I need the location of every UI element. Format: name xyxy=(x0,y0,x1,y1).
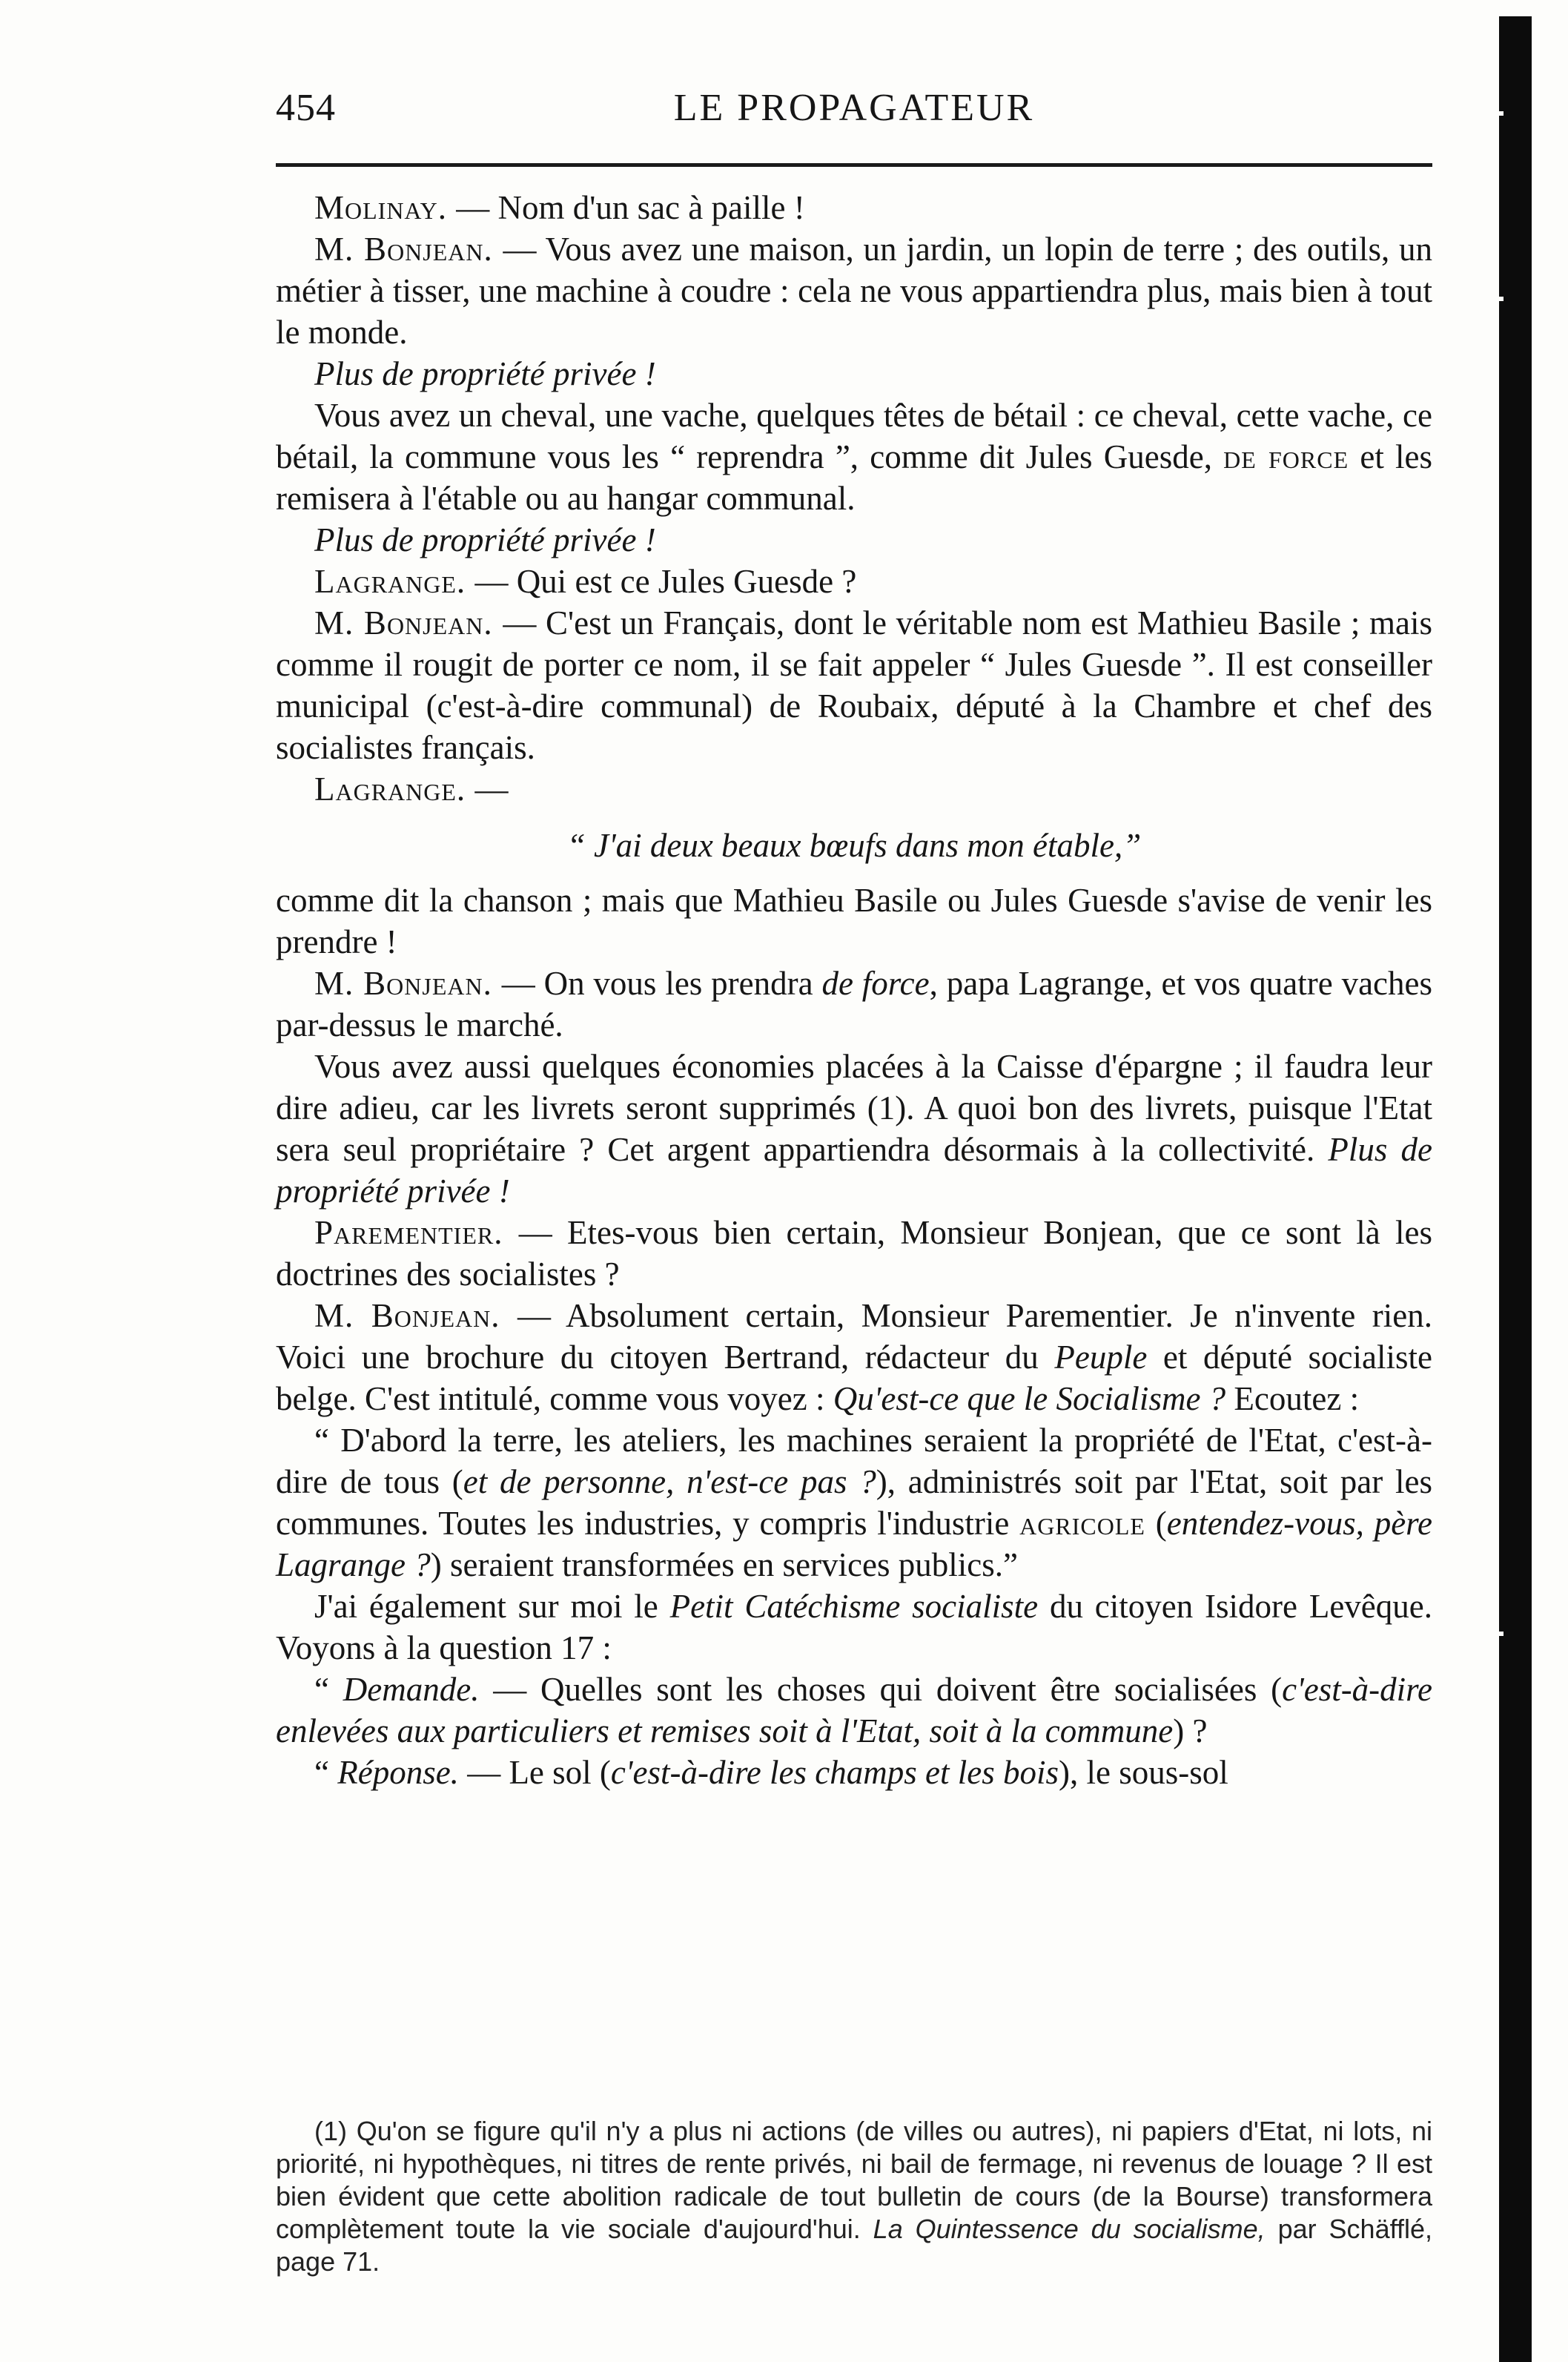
running-head: LE PROPAGATEUR xyxy=(673,87,1035,129)
text-run: — On vous les prendra xyxy=(501,965,822,1002)
italic-text: c'est-à-dire les champs et les bois xyxy=(610,1754,1059,1791)
italic-text: de force xyxy=(821,965,930,1002)
speaker-name: M. Bonjean. xyxy=(314,1297,517,1334)
text-run: “ J'ai deux beaux bœufs dans mon étable,” xyxy=(566,827,1142,864)
italic-text: Demande. xyxy=(343,1671,480,1708)
text-run: “ xyxy=(314,1754,338,1791)
small-caps-text: agricole xyxy=(1019,1505,1145,1542)
paragraph xyxy=(276,602,1432,768)
small-caps-text: de force xyxy=(1223,438,1349,475)
text-run: “ xyxy=(314,1671,343,1708)
text-run: Vous avez aussi quelques économies placées à la Caisse d'épargne ; il faudra leur dire adieu, car les livrets seront supprimés (1). A quoi bon des livrets, puisque l'Etat sera seul propriétaire ? Cet argent appartiendra désormais à la collectivité. xyxy=(276,1048,1432,1168)
italic-text: Plus de propriété privée ! xyxy=(314,355,656,392)
text-run: par Schäfflé, page 71. xyxy=(276,2214,1432,2277)
text-run: ( xyxy=(1145,1505,1167,1542)
italic-text: Réponse. xyxy=(337,1754,459,1791)
speaker-name: M. Bonjean. xyxy=(314,965,502,1002)
italic-text: Petit Catéchisme socialiste xyxy=(669,1588,1039,1625)
text-run: et les remisera à l'étable ou au hangar communal. xyxy=(276,438,1433,517)
paragraph xyxy=(276,228,1432,353)
paragraph xyxy=(276,1669,1432,1752)
text-run: “ D'abord la terre, les ateliers, les machines seraient la propriété de l'Etat, c'est-à-dire de tous ( xyxy=(276,1422,1432,1500)
paragraph xyxy=(276,880,1432,963)
page-number: 454 xyxy=(276,87,336,129)
text-run: comme dit la chanson ; mais que Mathieu Basile ou Jules Guesde s'avise de venir les prendre ! xyxy=(276,882,1432,960)
binding-edge-mark xyxy=(1495,297,1504,301)
speaker-name: M. Bonjean. xyxy=(314,604,503,641)
text-run: du citoyen Isidore Levêque. Voyons à la question 17 : xyxy=(276,1588,1432,1666)
italic-text: Plus de propriété privée ! xyxy=(276,1131,1432,1210)
italic-text: Peuple xyxy=(1054,1339,1148,1376)
paragraph xyxy=(276,561,1432,602)
paragraph xyxy=(276,963,1432,1046)
text-run: , papa Lagrange, et vos quatre vaches par-dessus le marché. xyxy=(276,965,1433,1043)
text-run: J'ai également sur moi le xyxy=(314,1588,670,1625)
speaker-name: Molinay. xyxy=(314,189,457,226)
italic-text: c'est-à-dire enlevées aux particuliers et remises soit à l'Etat, soit à la commune xyxy=(276,1671,1432,1749)
italic-text: entendez-vous, père Lagrange ? xyxy=(276,1505,1432,1583)
text-run: ), le sous-sol xyxy=(1058,1754,1228,1791)
paragraph xyxy=(276,1046,1432,1212)
paragraph xyxy=(276,1586,1432,1669)
paragraph xyxy=(276,1419,1432,1586)
text-run: — Le sol ( xyxy=(458,1754,611,1791)
italic-text: Qu'est-ce que le Socialisme ? xyxy=(833,1380,1226,1417)
paragraph xyxy=(276,768,1432,810)
binding-edge-mark xyxy=(1495,111,1504,116)
italic-text: et de personne, n'est-ce pas ? xyxy=(463,1463,876,1500)
binding-edge-mark xyxy=(1495,1632,1504,1636)
text-run: Vous avez un cheval, une vache, quelques têtes de bétail : ce cheval, cette vache, ce bétail, la commune vous les “ reprendra ”, comme dit Jules Guesde, xyxy=(276,397,1432,475)
paragraph xyxy=(276,1295,1432,1419)
text-run: — Nom d'un sac à paille ! xyxy=(456,189,805,226)
text-run: — Absolument certain, Monsieur Parementier. Je n'invente rien. Voici une brochure du citoyen Bertrand, rédacteur du xyxy=(276,1297,1433,1376)
text-run: et député socialiste belge. C'est intitulé, comme vous voyez : xyxy=(276,1339,1432,1417)
footnote xyxy=(276,2115,1432,2278)
text-run: ) seraient transformées en services publics.” xyxy=(430,1546,1018,1583)
text-run: Ecoutez : xyxy=(1225,1380,1360,1417)
speaker-name: Parementier. xyxy=(314,1214,519,1251)
paragraph xyxy=(276,519,1432,561)
text-run: — Quelles sont les choses qui doivent être socialisées ( xyxy=(479,1671,1283,1708)
text-run: ) ? xyxy=(1173,1712,1208,1749)
speaker-name: Lagrange. xyxy=(314,771,475,808)
paragraph xyxy=(276,1212,1432,1295)
speaker-name: Lagrange. xyxy=(314,563,475,600)
header-rule xyxy=(276,163,1432,167)
text-run: — Qui est ce Jules Guesde ? xyxy=(474,563,857,600)
text-run: — Etes-vous bien certain, Monsieur Bonjean, que ce sont là les doctrines des socialistes ? xyxy=(276,1214,1432,1293)
footnote-text xyxy=(276,2115,1432,2278)
text-run: — xyxy=(474,771,509,808)
text-run: (1) Qu'on se figure qu'il n'y a plus ni actions (de villes ou autres), ni papiers d'Etat, ni lots, ni priorité, ni hypothèques, ni titres de rente privés, ni bail de fermage, ni revenus de louage ? Il est bien évident que cette abolition radicale de tout bulletin de cours (de la Bourse) transformera complètement toute la vie sociale d'aujourd'hui. xyxy=(276,2116,1432,2244)
text-run: — Vous avez une maison, un jardin, un lopin de terre ; des outils, un métier à tisser, une machine à coudre : cela ne vous appartiendra plus, mais bien à tout le monde. xyxy=(276,231,1432,351)
italic-text: La Quintessence du socialisme, xyxy=(873,2214,1266,2244)
paragraph xyxy=(276,353,1432,395)
text-run: — C'est un Français, dont le véritable nom est Mathieu Basile ; mais comme il rougit de porter ce nom, il se fait appeler “ Jules Guesde ”. Il est conseiller municipal (c'est-à-dire communal) de Roubaix, député à la Chambre et chef des socialistes français. xyxy=(276,604,1432,766)
speaker-name: M. Bonjean. xyxy=(314,231,503,268)
paragraph xyxy=(276,1752,1432,1793)
binding-edge xyxy=(1499,16,1532,2362)
paragraph xyxy=(276,395,1432,519)
page-header xyxy=(276,76,1432,142)
paragraph xyxy=(276,187,1432,228)
body-text xyxy=(276,187,1432,1793)
text-run: ), administrés soit par l'Etat, soit par les communes. Toutes les industries, y compris l'industrie xyxy=(276,1463,1433,1542)
italic-text: Plus de propriété privée ! xyxy=(314,521,656,558)
verse-quote xyxy=(276,825,1432,866)
